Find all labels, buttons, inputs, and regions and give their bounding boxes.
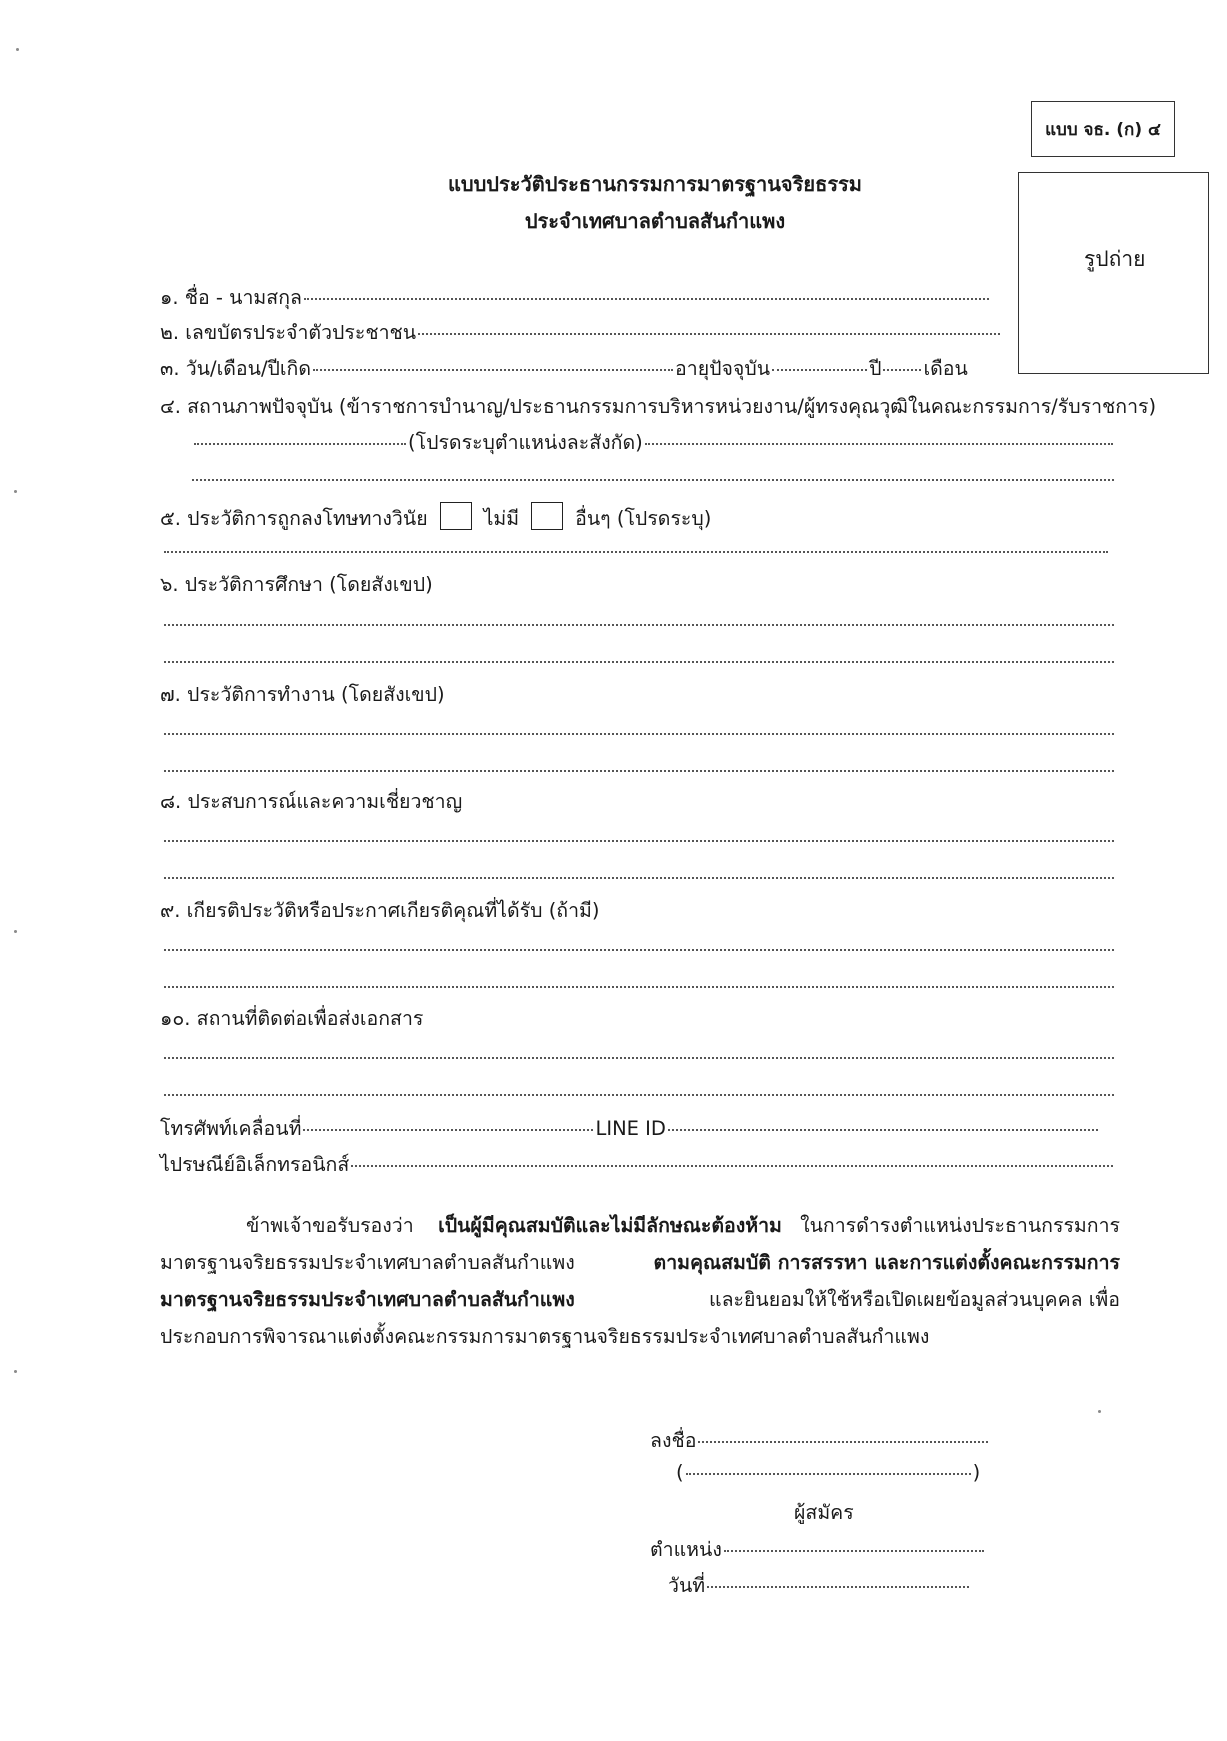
field-education-label: ๖. ประวัติการศึกษา (โดยสังเขป) — [160, 573, 433, 596]
scan-speck — [14, 1370, 17, 1373]
photo-box — [1018, 172, 1209, 374]
field-birth — [160, 353, 968, 381]
field-discipline-label: ๕. ประวัติการถูกลงโทษทางวินัย — [160, 507, 428, 530]
photo-label: รูปถ่าย — [1084, 247, 1146, 271]
field-status — [160, 391, 1156, 419]
position-line — [650, 1534, 986, 1562]
field-age-month-blank[interactable] — [883, 369, 921, 371]
declaration-bold: ตามคุณสมบัติ การสรรหา และการแต่งตั้งคณะกรรมการ — [653, 1251, 1120, 1274]
field-age-label: อายุปัจจุบัน — [675, 357, 771, 380]
declaration-line-1 — [160, 1207, 1120, 1244]
field-name-blank[interactable] — [304, 298, 989, 300]
discipline-none-label: ไม่มี — [483, 507, 520, 530]
signature-name-blank[interactable] — [686, 1473, 971, 1475]
field-id-card — [160, 317, 1002, 345]
field-id-card-blank[interactable] — [418, 333, 1000, 335]
field-honors — [160, 895, 600, 923]
discipline-other-checkbox[interactable] — [531, 502, 563, 530]
field-name-label: ๑. ชื่อ - นามสกุล — [160, 286, 302, 309]
field-discipline — [160, 497, 712, 530]
signature-line — [650, 1425, 990, 1453]
field-education-blank-1[interactable] — [164, 624, 1114, 626]
field-phone-label: โทรศัพท์เคลื่อนที่ — [160, 1117, 302, 1140]
field-address-blank-2[interactable] — [164, 1094, 1114, 1096]
field-education — [160, 569, 433, 597]
field-work-blank-2[interactable] — [164, 770, 1114, 772]
field-status-blank-1[interactable] — [194, 443, 406, 445]
paren-open: ( — [676, 1461, 684, 1484]
declaration-text: ข้าพเจ้าขอรับรองว่า — [246, 1214, 420, 1237]
discipline-other-label: อื่นๆ (โปรดระบุ) — [575, 507, 712, 530]
form-code-box — [1031, 101, 1175, 157]
date-line — [668, 1570, 971, 1598]
form-subtitle: ประจำเทศบาลตำบลสันกำแพง — [524, 209, 786, 233]
field-email-blank[interactable] — [351, 1165, 1113, 1167]
declaration-line-2 — [160, 1244, 1120, 1281]
field-status-detail — [192, 427, 1115, 455]
field-year-label: ปี — [869, 357, 882, 380]
declaration-bold: เป็นผู้มีคุณสมบัติและไม่มีลักษณะต้องห้าม — [438, 1214, 782, 1237]
field-email-label: ไปรษณีย์อิเล็กทรอนิกส์ — [160, 1153, 350, 1176]
field-name — [160, 282, 991, 310]
field-address — [160, 1003, 423, 1031]
scan-speck — [14, 930, 17, 933]
field-honors-blank-1[interactable] — [164, 949, 1114, 951]
field-birth-label: ๓. วัน/เดือน/ปีเกิด — [160, 357, 312, 380]
field-experience-blank-2[interactable] — [164, 877, 1114, 879]
field-phone-blank[interactable] — [303, 1129, 593, 1131]
declaration-line-3 — [160, 1281, 1120, 1318]
paren-close: ) — [972, 1461, 981, 1484]
declaration-text: ในการดำรงตำแหน่งประธานกรรมการ — [800, 1214, 1120, 1237]
date-label: วันที่ — [668, 1574, 706, 1597]
field-work-label: ๗. ประวัติการทำงาน (โดยสังเขป) — [160, 683, 445, 706]
field-experience — [160, 786, 462, 814]
scan-speck — [1098, 1410, 1101, 1413]
signature-label: ลงชื่อ — [650, 1429, 697, 1452]
field-birth-blank[interactable] — [313, 369, 673, 371]
field-experience-blank-1[interactable] — [164, 840, 1114, 842]
field-honors-blank-2[interactable] — [164, 986, 1114, 988]
field-honors-label: ๙. เกียรติประวัติหรือประกาศเกียรติคุณที่ได้รับ (ถ้ามี) — [160, 899, 600, 922]
field-line-id-blank[interactable] — [668, 1129, 1098, 1131]
declaration-text: และยินยอมให้ใช้หรือเปิดเผยข้อมูลส่วนบุคคล เพื่อ — [702, 1288, 1120, 1311]
applicant-role-label: ผู้สมัคร — [794, 1501, 854, 1524]
position-blank[interactable] — [724, 1550, 984, 1552]
applicant-role — [794, 1497, 854, 1525]
field-phone — [160, 1113, 1100, 1141]
form-title: แบบประวัติประธานกรรมการมาตรฐานจริยธรรม — [448, 172, 862, 196]
field-status-blank-3[interactable] — [192, 479, 1114, 481]
field-address-blank-1[interactable] — [164, 1057, 1114, 1059]
field-id-card-label: ๒. เลขบัตรประจำตัวประชาชน — [160, 321, 417, 344]
declaration-bold: มาตรฐานจริยธรรมประจำเทศบาลตำบลสันกำแพง — [160, 1288, 575, 1311]
field-address-label: ๑๐. สถานที่ติดต่อเพื่อส่งเอกสาร — [160, 1007, 424, 1030]
signature-blank[interactable] — [698, 1441, 988, 1443]
signature-name-line — [676, 1461, 980, 1489]
field-month-label: เดือน — [923, 357, 968, 380]
field-experience-label: ๘. ประสบการณ์และความเชี่ยวชาญ — [160, 790, 463, 813]
declaration-line-4: ประกอบการพิจารณาแต่งตั้งคณะกรรมการมาตรฐานจริยธรรมประจำเทศบาลตำบลสันกำแพง — [160, 1325, 930, 1348]
field-age-year-blank[interactable] — [772, 369, 867, 371]
field-status-hint: (โปรดระบุตำแหน่งละสังกัด) — [408, 431, 643, 454]
field-status-blank-2[interactable] — [645, 443, 1113, 445]
scan-speck — [16, 48, 19, 51]
position-label: ตำแหน่ง — [650, 1538, 722, 1561]
field-status-label: ๔. สถานภาพปัจจุบัน (ข้าราชการบำนาญ/ประธานกรรมการบริหารหน่วยงาน/ผู้ทรงคุณวุฒิในคณะกรรมการ/รับราชการ) — [160, 395, 1157, 418]
date-blank[interactable] — [707, 1586, 969, 1588]
declaration-text: มาตรฐานจริยธรรมประจำเทศบาลตำบลสันกำแพง — [160, 1251, 581, 1274]
field-email — [160, 1149, 1115, 1177]
scan-speck — [14, 490, 17, 493]
field-discipline-blank[interactable] — [164, 551, 1108, 553]
field-line-id-label: LINE ID — [595, 1117, 666, 1140]
field-work — [160, 679, 445, 707]
field-education-blank-2[interactable] — [164, 661, 1114, 663]
discipline-none-checkbox[interactable] — [440, 502, 472, 530]
field-work-blank-1[interactable] — [164, 733, 1114, 735]
declaration-paragraph — [160, 1207, 1120, 1355]
form-code-text: แบบ จธ. (ก) ๔ — [1045, 119, 1161, 140]
